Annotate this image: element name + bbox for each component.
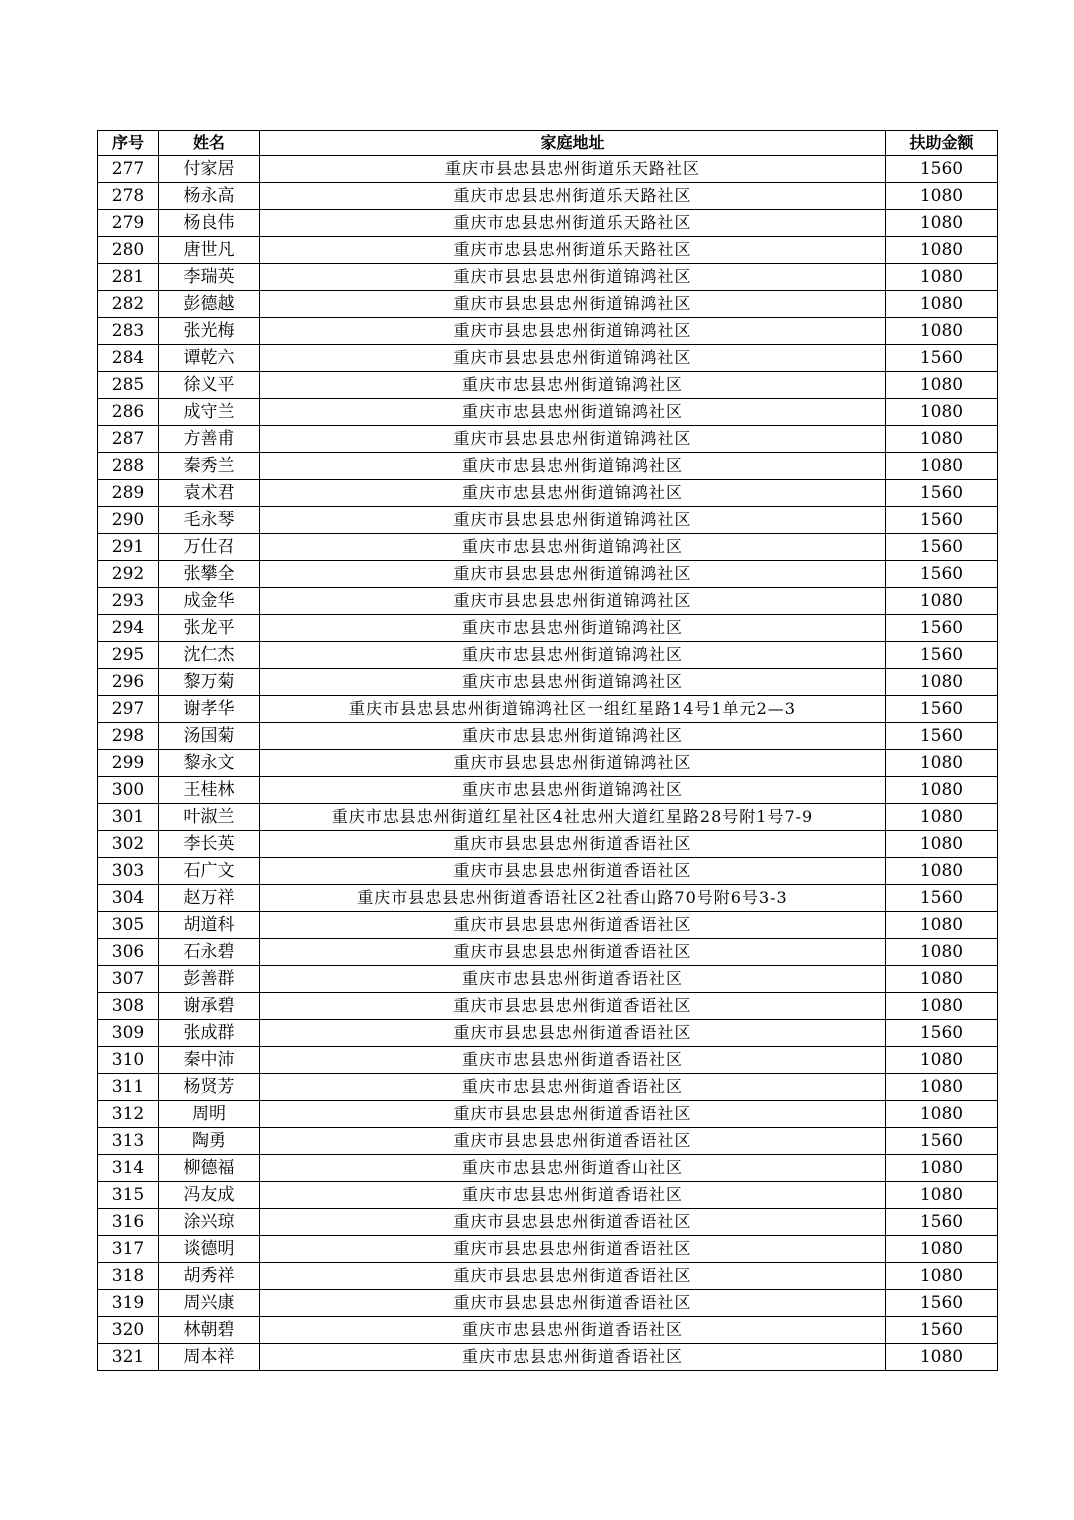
row-index: 294 bbox=[98, 615, 159, 642]
row-name: 石永碧 bbox=[159, 939, 260, 966]
row-address: 重庆市忠县忠州街道锦鸿社区 bbox=[260, 669, 886, 696]
row-name: 谢承碧 bbox=[159, 993, 260, 1020]
row-address: 重庆市县忠县忠州街道锦鸿社区 bbox=[260, 345, 886, 372]
row-name: 汤国菊 bbox=[159, 723, 260, 750]
table-row bbox=[98, 1074, 998, 1101]
table-row bbox=[98, 885, 998, 912]
row-amount: 1560 bbox=[886, 723, 998, 750]
table-row bbox=[98, 372, 998, 399]
row-address: 重庆市忠县忠州街道乐天路社区 bbox=[260, 237, 886, 264]
row-name: 周明 bbox=[159, 1101, 260, 1128]
row-name: 张龙平 bbox=[159, 615, 260, 642]
row-index: 321 bbox=[98, 1344, 159, 1371]
row-name: 冯友成 bbox=[159, 1182, 260, 1209]
row-index: 283 bbox=[98, 318, 159, 345]
row-address: 重庆市忠县忠州街道锦鸿社区 bbox=[260, 642, 886, 669]
row-name: 石广文 bbox=[159, 858, 260, 885]
row-address: 重庆市县忠县忠州街道香语社区 bbox=[260, 1101, 886, 1128]
row-name: 叶淑兰 bbox=[159, 804, 260, 831]
subsidy-table bbox=[97, 130, 998, 1371]
table-row bbox=[98, 966, 998, 993]
table-row bbox=[98, 1209, 998, 1236]
row-name: 彭善群 bbox=[159, 966, 260, 993]
row-amount: 1080 bbox=[886, 804, 998, 831]
table-row bbox=[98, 1020, 998, 1047]
row-address: 重庆市县忠县忠州街道香语社区2社香山路70号附6号3-3 bbox=[260, 885, 886, 912]
row-address: 重庆市忠县忠州街道锦鸿社区 bbox=[260, 723, 886, 750]
row-index: 301 bbox=[98, 804, 159, 831]
table-row bbox=[98, 1344, 998, 1371]
row-address: 重庆市县忠县忠州街道香语社区 bbox=[260, 1128, 886, 1155]
row-amount: 1080 bbox=[886, 453, 998, 480]
row-name: 秦中沛 bbox=[159, 1047, 260, 1074]
row-address: 重庆市县忠县忠州街道锦鸿社区一组红星路14号1单元2—3 bbox=[260, 696, 886, 723]
row-index: 314 bbox=[98, 1155, 159, 1182]
row-amount: 1080 bbox=[886, 1047, 998, 1074]
table-row bbox=[98, 777, 998, 804]
row-address: 重庆市县忠县忠州街道香语社区 bbox=[260, 1236, 886, 1263]
table-row bbox=[98, 534, 998, 561]
row-amount: 1080 bbox=[886, 858, 998, 885]
row-name: 李瑞英 bbox=[159, 264, 260, 291]
table-row bbox=[98, 291, 998, 318]
table-row bbox=[98, 480, 998, 507]
row-name: 成守兰 bbox=[159, 399, 260, 426]
table-row bbox=[98, 912, 998, 939]
row-amount: 1080 bbox=[886, 399, 998, 426]
row-amount: 1560 bbox=[886, 696, 998, 723]
table-row bbox=[98, 993, 998, 1020]
row-name: 万仕召 bbox=[159, 534, 260, 561]
table-row bbox=[98, 750, 998, 777]
table-row bbox=[98, 1236, 998, 1263]
table-row bbox=[98, 426, 998, 453]
row-address: 重庆市县忠县忠州街道香语社区 bbox=[260, 1290, 886, 1317]
row-amount: 1080 bbox=[886, 1263, 998, 1290]
row-index: 305 bbox=[98, 912, 159, 939]
row-index: 292 bbox=[98, 561, 159, 588]
row-address: 重庆市县忠县忠州街道香语社区 bbox=[260, 858, 886, 885]
row-amount: 1080 bbox=[886, 1344, 998, 1371]
row-index: 320 bbox=[98, 1317, 159, 1344]
row-amount: 1560 bbox=[886, 345, 998, 372]
table-row bbox=[98, 399, 998, 426]
row-address: 重庆市忠县忠州街道锦鸿社区 bbox=[260, 777, 886, 804]
row-index: 290 bbox=[98, 507, 159, 534]
row-name: 胡秀祥 bbox=[159, 1263, 260, 1290]
table-row bbox=[98, 264, 998, 291]
row-index: 299 bbox=[98, 750, 159, 777]
row-amount: 1080 bbox=[886, 318, 998, 345]
row-index: 300 bbox=[98, 777, 159, 804]
row-name: 陶勇 bbox=[159, 1128, 260, 1155]
row-name: 彭德越 bbox=[159, 291, 260, 318]
row-name: 付家居 bbox=[159, 156, 260, 183]
row-index: 303 bbox=[98, 858, 159, 885]
row-index: 308 bbox=[98, 993, 159, 1020]
table-row bbox=[98, 1317, 998, 1344]
table-row bbox=[98, 696, 998, 723]
table-row bbox=[98, 183, 998, 210]
row-address: 重庆市忠县忠州街道乐天路社区 bbox=[260, 183, 886, 210]
row-address: 重庆市忠县忠州街道乐天路社区 bbox=[260, 210, 886, 237]
row-address: 重庆市县忠县忠州街道锦鸿社区 bbox=[260, 264, 886, 291]
row-name: 张攀全 bbox=[159, 561, 260, 588]
row-name: 柳德福 bbox=[159, 1155, 260, 1182]
table-row bbox=[98, 804, 998, 831]
row-index: 307 bbox=[98, 966, 159, 993]
table-row bbox=[98, 561, 998, 588]
row-index: 318 bbox=[98, 1263, 159, 1290]
row-amount: 1080 bbox=[886, 993, 998, 1020]
row-index: 291 bbox=[98, 534, 159, 561]
row-address: 重庆市县忠县忠州街道锦鸿社区 bbox=[260, 750, 886, 777]
row-address: 重庆市县忠县忠州街道香语社区 bbox=[260, 1209, 886, 1236]
row-amount: 1080 bbox=[886, 1182, 998, 1209]
row-address: 重庆市县忠县忠州街道锦鸿社区 bbox=[260, 426, 886, 453]
table-row bbox=[98, 588, 998, 615]
table-row bbox=[98, 318, 998, 345]
header-name: 姓名 bbox=[159, 131, 260, 156]
table-row bbox=[98, 237, 998, 264]
row-name: 毛永琴 bbox=[159, 507, 260, 534]
row-address: 重庆市忠县忠州街道锦鸿社区 bbox=[260, 399, 886, 426]
row-index: 311 bbox=[98, 1074, 159, 1101]
table-row bbox=[98, 669, 998, 696]
table-row bbox=[98, 1128, 998, 1155]
row-amount: 1080 bbox=[886, 237, 998, 264]
row-address: 重庆市县忠县忠州街道锦鸿社区 bbox=[260, 561, 886, 588]
row-name: 涂兴琼 bbox=[159, 1209, 260, 1236]
row-amount: 1560 bbox=[886, 1209, 998, 1236]
table-body bbox=[98, 156, 998, 1371]
row-address: 重庆市县忠县忠州街道锦鸿社区 bbox=[260, 588, 886, 615]
row-amount: 1080 bbox=[886, 1155, 998, 1182]
row-index: 279 bbox=[98, 210, 159, 237]
table-row bbox=[98, 831, 998, 858]
row-address: 重庆市忠县忠州街道香语社区 bbox=[260, 1182, 886, 1209]
table-row bbox=[98, 1290, 998, 1317]
row-index: 284 bbox=[98, 345, 159, 372]
row-amount: 1560 bbox=[886, 615, 998, 642]
row-address: 重庆市县忠县忠州街道香语社区 bbox=[260, 831, 886, 858]
row-name: 胡道科 bbox=[159, 912, 260, 939]
row-address: 重庆市忠县忠州街道锦鸿社区 bbox=[260, 534, 886, 561]
table-row bbox=[98, 615, 998, 642]
row-name: 张光梅 bbox=[159, 318, 260, 345]
row-index: 287 bbox=[98, 426, 159, 453]
row-index: 313 bbox=[98, 1128, 159, 1155]
row-amount: 1560 bbox=[886, 1290, 998, 1317]
row-name: 王桂林 bbox=[159, 777, 260, 804]
row-address: 重庆市县忠县忠州街道香语社区 bbox=[260, 1020, 886, 1047]
row-name: 成金华 bbox=[159, 588, 260, 615]
row-address: 重庆市县忠县忠州街道乐天路社区 bbox=[260, 156, 886, 183]
row-amount: 1080 bbox=[886, 210, 998, 237]
row-name: 周兴康 bbox=[159, 1290, 260, 1317]
row-address: 重庆市忠县忠州街道香语社区 bbox=[260, 1344, 886, 1371]
row-index: 277 bbox=[98, 156, 159, 183]
row-amount: 1080 bbox=[886, 831, 998, 858]
row-amount: 1080 bbox=[886, 939, 998, 966]
row-address: 重庆市县忠县忠州街道香语社区 bbox=[260, 993, 886, 1020]
row-name: 谈德明 bbox=[159, 1236, 260, 1263]
row-amount: 1560 bbox=[886, 480, 998, 507]
row-name: 杨良伟 bbox=[159, 210, 260, 237]
row-address: 重庆市忠县忠州街道香语社区 bbox=[260, 1074, 886, 1101]
row-index: 286 bbox=[98, 399, 159, 426]
row-address: 重庆市县忠县忠州街道香语社区 bbox=[260, 939, 886, 966]
row-name: 张成群 bbox=[159, 1020, 260, 1047]
row-index: 289 bbox=[98, 480, 159, 507]
row-amount: 1080 bbox=[886, 1074, 998, 1101]
row-amount: 1080 bbox=[886, 426, 998, 453]
table-row bbox=[98, 1047, 998, 1074]
table-row bbox=[98, 858, 998, 885]
table-row bbox=[98, 642, 998, 669]
table-row bbox=[98, 210, 998, 237]
row-name: 黎永文 bbox=[159, 750, 260, 777]
row-amount: 1560 bbox=[886, 561, 998, 588]
row-amount: 1560 bbox=[886, 534, 998, 561]
row-index: 317 bbox=[98, 1236, 159, 1263]
row-amount: 1560 bbox=[886, 507, 998, 534]
row-amount: 1080 bbox=[886, 777, 998, 804]
row-name: 谭乾六 bbox=[159, 345, 260, 372]
row-amount: 1080 bbox=[886, 291, 998, 318]
row-index: 309 bbox=[98, 1020, 159, 1047]
row-index: 293 bbox=[98, 588, 159, 615]
row-name: 唐世凡 bbox=[159, 237, 260, 264]
row-index: 312 bbox=[98, 1101, 159, 1128]
row-amount: 1080 bbox=[886, 912, 998, 939]
table-row bbox=[98, 1263, 998, 1290]
table-row bbox=[98, 453, 998, 480]
row-name: 沈仁杰 bbox=[159, 642, 260, 669]
row-name: 谢孝华 bbox=[159, 696, 260, 723]
row-name: 黎万菊 bbox=[159, 669, 260, 696]
row-name: 李长英 bbox=[159, 831, 260, 858]
row-amount: 1560 bbox=[886, 642, 998, 669]
row-name: 秦秀兰 bbox=[159, 453, 260, 480]
row-name: 徐义平 bbox=[159, 372, 260, 399]
row-amount: 1560 bbox=[886, 1128, 998, 1155]
row-name: 林朝碧 bbox=[159, 1317, 260, 1344]
row-address: 重庆市忠县忠州街道香语社区 bbox=[260, 1047, 886, 1074]
row-index: 316 bbox=[98, 1209, 159, 1236]
row-amount: 1080 bbox=[886, 1236, 998, 1263]
header-index: 序号 bbox=[98, 131, 159, 156]
row-amount: 1080 bbox=[886, 966, 998, 993]
row-amount: 1560 bbox=[886, 156, 998, 183]
table-row bbox=[98, 507, 998, 534]
row-address: 重庆市忠县忠州街道香语社区 bbox=[260, 1317, 886, 1344]
row-index: 304 bbox=[98, 885, 159, 912]
row-amount: 1080 bbox=[886, 183, 998, 210]
table-row bbox=[98, 939, 998, 966]
header-amount: 扶助金额 bbox=[886, 131, 998, 156]
header-address: 家庭地址 bbox=[260, 131, 886, 156]
row-address: 重庆市忠县忠州街道锦鸿社区 bbox=[260, 372, 886, 399]
table-row bbox=[98, 1182, 998, 1209]
row-address: 重庆市忠县忠州街道红星社区4社忠州大道红星路28号附1号7-9 bbox=[260, 804, 886, 831]
row-index: 285 bbox=[98, 372, 159, 399]
row-address: 重庆市县忠县忠州街道锦鸿社区 bbox=[260, 318, 886, 345]
row-index: 278 bbox=[98, 183, 159, 210]
row-address: 重庆市忠县忠州街道香山社区 bbox=[260, 1155, 886, 1182]
row-name: 杨永高 bbox=[159, 183, 260, 210]
row-name: 杨贤芳 bbox=[159, 1074, 260, 1101]
row-address: 重庆市县忠县忠州街道香语社区 bbox=[260, 912, 886, 939]
row-amount: 1080 bbox=[886, 264, 998, 291]
row-index: 315 bbox=[98, 1182, 159, 1209]
row-name: 方善甫 bbox=[159, 426, 260, 453]
row-address: 重庆市县忠县忠州街道锦鸿社区 bbox=[260, 291, 886, 318]
row-amount: 1080 bbox=[886, 750, 998, 777]
row-index: 281 bbox=[98, 264, 159, 291]
row-amount: 1560 bbox=[886, 1317, 998, 1344]
row-address: 重庆市忠县忠州街道锦鸿社区 bbox=[260, 480, 886, 507]
row-amount: 1560 bbox=[886, 885, 998, 912]
table-row bbox=[98, 1101, 998, 1128]
row-index: 296 bbox=[98, 669, 159, 696]
row-index: 288 bbox=[98, 453, 159, 480]
row-index: 319 bbox=[98, 1290, 159, 1317]
row-address: 重庆市忠县忠州街道锦鸿社区 bbox=[260, 453, 886, 480]
row-index: 298 bbox=[98, 723, 159, 750]
row-amount: 1080 bbox=[886, 372, 998, 399]
row-index: 297 bbox=[98, 696, 159, 723]
table-header-row bbox=[98, 131, 998, 156]
row-index: 302 bbox=[98, 831, 159, 858]
row-amount: 1080 bbox=[886, 588, 998, 615]
table-row bbox=[98, 723, 998, 750]
row-index: 310 bbox=[98, 1047, 159, 1074]
row-amount: 1560 bbox=[886, 1020, 998, 1047]
row-index: 280 bbox=[98, 237, 159, 264]
row-amount: 1080 bbox=[886, 669, 998, 696]
table-row bbox=[98, 345, 998, 372]
row-address: 重庆市县忠县忠州街道锦鸿社区 bbox=[260, 507, 886, 534]
table-row bbox=[98, 156, 998, 183]
row-amount: 1080 bbox=[886, 1101, 998, 1128]
row-index: 295 bbox=[98, 642, 159, 669]
row-name: 赵万祥 bbox=[159, 885, 260, 912]
row-name: 周本祥 bbox=[159, 1344, 260, 1371]
row-name: 袁术君 bbox=[159, 480, 260, 507]
row-address: 重庆市县忠县忠州街道香语社区 bbox=[260, 1263, 886, 1290]
row-address: 重庆市忠县忠州街道香语社区 bbox=[260, 966, 886, 993]
table-row bbox=[98, 1155, 998, 1182]
row-address: 重庆市忠县忠州街道锦鸿社区 bbox=[260, 615, 886, 642]
row-index: 282 bbox=[98, 291, 159, 318]
row-index: 306 bbox=[98, 939, 159, 966]
